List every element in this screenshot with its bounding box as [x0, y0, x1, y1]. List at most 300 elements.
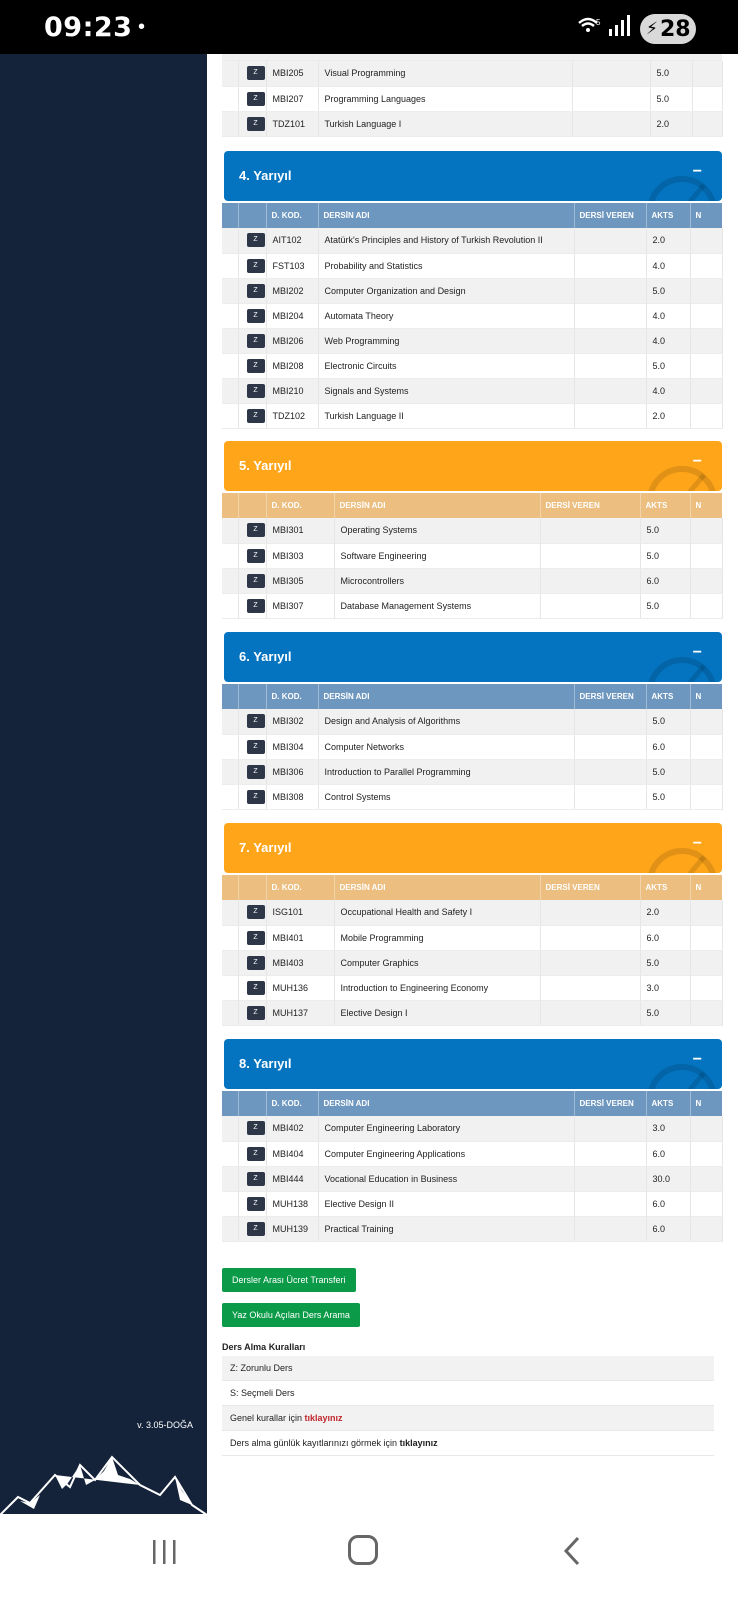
course-akts: 5.0 [640, 1000, 690, 1025]
course-akts: 6.0 [646, 1216, 690, 1241]
course-name: Introduction to Parallel Programming [318, 759, 574, 784]
course-n [690, 759, 722, 784]
course-type-badge: Z [247, 599, 265, 613]
course-akts: 5.0 [640, 543, 690, 568]
header-akts: AKTS [640, 493, 690, 518]
notification-dot: • [138, 16, 146, 38]
course-teacher [572, 111, 650, 136]
course-teacher [574, 1191, 646, 1216]
course-type-cell [238, 543, 266, 568]
course-teacher [540, 925, 640, 950]
course-name: Atatürk's Principles and History of Turkish Revolution II [318, 228, 574, 253]
course-type-cell [238, 1191, 266, 1216]
rule-daily-text: Ders alma günlük kayıtlarınızı görmek için [230, 1438, 400, 1448]
course-n [690, 1116, 722, 1141]
course-row [222, 111, 722, 136]
course-code: MUH139 [266, 1216, 318, 1241]
semester-section [222, 823, 722, 1026]
course-n [690, 228, 722, 253]
course-n [692, 111, 722, 136]
course-type-cell [238, 593, 266, 618]
course-akts: 6.0 [646, 1141, 690, 1166]
header-name: DERSİN ADI [334, 493, 540, 518]
rules-title: Ders Alma Kuralları [222, 1342, 306, 1352]
course-row [222, 1191, 722, 1216]
course-n [690, 353, 722, 378]
course-n [692, 86, 722, 111]
course-n [690, 784, 722, 809]
semester-header[interactable] [224, 151, 722, 201]
course-type-cell [238, 303, 266, 328]
course-type-badge: Z [247, 931, 265, 945]
row-spacer [222, 593, 238, 618]
course-code: TDZ102 [266, 403, 318, 428]
course-akts: 5.0 [640, 593, 690, 618]
course-row [222, 709, 722, 734]
status-time: 09:23 [44, 12, 133, 43]
course-type-cell [238, 1216, 266, 1241]
course-type-cell [238, 61, 266, 86]
row-spacer [222, 1166, 238, 1191]
course-akts: 2.0 [640, 900, 690, 925]
row-spacer [222, 353, 238, 378]
summer-school-search-button[interactable]: Yaz Okulu Açılan Ders Arama [222, 1303, 360, 1327]
rule-general-text: Genel kurallar için [230, 1413, 305, 1423]
wifi-icon [577, 16, 603, 41]
course-teacher [574, 1216, 646, 1241]
fee-transfer-button[interactable]: Dersler Arası Ücret Transferi [222, 1268, 356, 1292]
row-spacer [222, 228, 238, 253]
course-teacher [540, 900, 640, 925]
charging-icon: ⚡ [646, 19, 658, 39]
course-type-badge: Z [247, 284, 265, 298]
sidebar [0, 54, 207, 1515]
course-name: Programming Languages [318, 86, 572, 111]
course-name: Computer Graphics [334, 950, 540, 975]
row-spacer [222, 278, 238, 303]
course-code: MBI403 [266, 950, 334, 975]
course-name: Computer Networks [318, 734, 574, 759]
header-teacher: DERSİ VEREN [574, 1091, 646, 1116]
course-row [222, 353, 722, 378]
row-spacer [222, 303, 238, 328]
course-row [222, 303, 722, 328]
header-n: N [690, 493, 722, 518]
course-code: MBI401 [266, 925, 334, 950]
header-n: N [690, 684, 722, 709]
course-type-cell [238, 278, 266, 303]
course-code: MBI404 [266, 1141, 318, 1166]
header-n: N [690, 1091, 722, 1116]
course-teacher [540, 975, 640, 1000]
course-teacher [540, 950, 640, 975]
daily-log-link[interactable]: tıklayınız [399, 1438, 438, 1448]
row-spacer [222, 1000, 238, 1025]
header-akts: AKTS [646, 203, 690, 228]
course-table [222, 203, 723, 429]
row-spacer [222, 543, 238, 568]
semester-section [222, 441, 722, 619]
course-name: Elective Design I [334, 1000, 540, 1025]
semester-title: 7. Yarıyıl [239, 840, 292, 855]
course-n [690, 1191, 722, 1216]
course-type-badge: Z [247, 384, 265, 398]
row-spacer [222, 253, 238, 278]
header-code: D. KOD. [266, 875, 334, 900]
course-type-badge: Z [247, 1147, 265, 1161]
header-spacer [222, 203, 238, 228]
collapse-toggle-icon[interactable]: − [692, 1051, 702, 1068]
course-code: MUH138 [266, 1191, 318, 1216]
course-type-badge: Z [247, 334, 265, 348]
course-row [222, 925, 722, 950]
course-teacher [574, 759, 646, 784]
course-akts: 2.0 [646, 403, 690, 428]
course-type-cell [238, 378, 266, 403]
course-teacher [572, 61, 650, 86]
home-icon[interactable] [348, 1535, 378, 1565]
course-teacher [574, 1166, 646, 1191]
row-spacer [222, 784, 238, 809]
course-n [690, 543, 722, 568]
rule-mandatory: Z: Zorunlu Ders [222, 1356, 714, 1381]
semester-header[interactable] [224, 441, 722, 491]
course-teacher [574, 328, 646, 353]
course-akts: 5.0 [650, 61, 692, 86]
semester-header[interactable] [224, 823, 722, 873]
course-row [222, 1216, 722, 1241]
row-spacer [222, 1141, 238, 1166]
course-code: MBI303 [266, 543, 334, 568]
header-name: DERSİN ADI [318, 203, 574, 228]
course-teacher [574, 784, 646, 809]
course-code: MBI305 [266, 568, 334, 593]
course-name: Visual Programming [318, 61, 572, 86]
course-teacher [574, 278, 646, 303]
course-table [222, 61, 723, 137]
header-code: D. KOD. [266, 684, 318, 709]
course-row [222, 784, 722, 809]
course-type-badge: Z [247, 1172, 265, 1186]
course-n [690, 328, 722, 353]
course-n [690, 975, 722, 1000]
course-teacher [574, 403, 646, 428]
course-type-cell [238, 734, 266, 759]
course-row [222, 61, 722, 86]
row-spacer [222, 950, 238, 975]
course-akts: 2.0 [650, 111, 692, 136]
course-akts: 6.0 [646, 1191, 690, 1216]
wifi-label: 5 [596, 18, 601, 27]
header-type [238, 203, 266, 228]
course-code: MBI207 [266, 86, 318, 111]
course-table [222, 493, 723, 619]
course-n [690, 568, 722, 593]
course-teacher [574, 1116, 646, 1141]
battery-level: 28 [659, 16, 691, 42]
course-type-badge: Z [247, 66, 265, 80]
recent-apps-icon[interactable] [150, 1537, 180, 1572]
course-akts: 5.0 [646, 784, 690, 809]
row-spacer [222, 709, 238, 734]
course-name: Computer Organization and Design [318, 278, 574, 303]
course-akts: 5.0 [640, 518, 690, 543]
course-akts: 6.0 [640, 568, 690, 593]
course-name: Operating Systems [334, 518, 540, 543]
course-teacher [574, 378, 646, 403]
course-name: Software Engineering [334, 543, 540, 568]
course-code: MBI402 [266, 1116, 318, 1141]
course-type-cell [238, 1141, 266, 1166]
course-type-badge: Z [247, 574, 265, 588]
app-version: v. 3.05-DOĞA [137, 1420, 193, 1430]
course-type-cell [238, 518, 266, 543]
course-type-cell [238, 1166, 266, 1191]
course-n [690, 303, 722, 328]
course-code: MBI206 [266, 328, 318, 353]
course-row [222, 900, 722, 925]
course-type-cell [238, 759, 266, 784]
course-type-cell [238, 975, 266, 1000]
battery-indicator [640, 14, 696, 44]
course-type-badge: Z [247, 117, 265, 131]
status-bar [0, 0, 738, 54]
course-name: Microcontrollers [334, 568, 540, 593]
course-row [222, 568, 722, 593]
course-name: Control Systems [318, 784, 574, 809]
course-name: Automata Theory [318, 303, 574, 328]
table-header-row [222, 875, 722, 900]
course-teacher [572, 86, 650, 111]
course-n [690, 734, 722, 759]
table-header-row [222, 493, 722, 518]
course-n [690, 1141, 722, 1166]
course-n [690, 593, 722, 618]
semester-section [222, 151, 722, 429]
row-spacer [222, 568, 238, 593]
course-akts: 4.0 [646, 253, 690, 278]
course-akts: 6.0 [646, 734, 690, 759]
header-code: D. KOD. [266, 493, 334, 518]
row-spacer [222, 403, 238, 428]
course-code: MBI202 [266, 278, 318, 303]
course-teacher [540, 543, 640, 568]
course-n [690, 403, 722, 428]
back-icon[interactable] [562, 1535, 582, 1572]
header-spacer [222, 875, 238, 900]
row-spacer [222, 734, 238, 759]
course-name: Signals and Systems [318, 378, 574, 403]
course-code: MBI210 [266, 378, 318, 403]
header-spacer [222, 684, 238, 709]
table-header-row [222, 203, 722, 228]
header-name: DERSİN ADI [318, 1091, 574, 1116]
course-type-badge: Z [247, 981, 265, 995]
course-code: FST103 [266, 253, 318, 278]
course-teacher [574, 228, 646, 253]
course-name: Turkish Language I [318, 111, 572, 136]
course-code: AIT102 [266, 228, 318, 253]
course-teacher [574, 709, 646, 734]
course-code: MBI205 [266, 61, 318, 86]
course-name: Turkish Language II [318, 403, 574, 428]
course-code: MBI306 [266, 759, 318, 784]
course-name: Vocational Education in Business [318, 1166, 574, 1191]
header-type [238, 493, 266, 518]
course-teacher [574, 253, 646, 278]
course-code: MUH137 [266, 1000, 334, 1025]
course-name: Web Programming [318, 328, 574, 353]
row-spacer [222, 518, 238, 543]
header-teacher: DERSİ VEREN [574, 203, 646, 228]
header-teacher: DERSİ VEREN [574, 684, 646, 709]
course-name: Practical Training [318, 1216, 574, 1241]
course-akts: 5.0 [646, 278, 690, 303]
course-teacher [540, 593, 640, 618]
course-row [222, 1166, 722, 1191]
course-code: MBI208 [266, 353, 318, 378]
course-code: MUH136 [266, 975, 334, 1000]
course-akts: 5.0 [646, 353, 690, 378]
course-n [690, 378, 722, 403]
course-teacher [540, 518, 640, 543]
semester-section [222, 1039, 722, 1242]
header-name: DERSİN ADI [318, 684, 574, 709]
course-row [222, 403, 722, 428]
table-header-row [222, 1091, 722, 1116]
course-row [222, 228, 722, 253]
course-type-badge: Z [247, 1121, 265, 1135]
course-n [690, 1166, 722, 1191]
course-akts: 2.0 [646, 228, 690, 253]
course-n [690, 950, 722, 975]
signal-icon [608, 14, 630, 43]
course-n [690, 278, 722, 303]
row-spacer [222, 1116, 238, 1141]
course-type-badge: Z [247, 549, 265, 563]
course-akts: 4.0 [646, 378, 690, 403]
course-type-cell [238, 353, 266, 378]
course-n [690, 925, 722, 950]
row-spacer [222, 86, 238, 111]
general-rules-link[interactable]: tıklayınız [304, 1413, 343, 1423]
semester-header[interactable] [224, 632, 722, 682]
course-n [690, 253, 722, 278]
course-type-badge: Z [247, 309, 265, 323]
gauge-deco-icon [642, 652, 722, 682]
header-n: N [690, 875, 722, 900]
row-spacer [222, 1216, 238, 1241]
header-type [238, 1091, 266, 1116]
header-spacer [222, 493, 238, 518]
course-type-badge: Z [247, 92, 265, 106]
course-type-cell [238, 1000, 266, 1025]
course-row [222, 253, 722, 278]
course-code: MBI204 [266, 303, 318, 328]
course-row [222, 518, 722, 543]
course-type-badge: Z [247, 523, 265, 537]
course-row [222, 378, 722, 403]
course-akts: 3.0 [646, 1116, 690, 1141]
course-teacher [574, 303, 646, 328]
row-spacer [222, 925, 238, 950]
rule-general [222, 1406, 714, 1431]
course-name: Introduction to Engineering Economy [334, 975, 540, 1000]
row-spacer [222, 61, 238, 86]
course-row [222, 1141, 722, 1166]
collapse-toggle-icon[interactable]: − [692, 644, 702, 661]
course-code: MBI301 [266, 518, 334, 543]
course-type-cell [238, 784, 266, 809]
course-akts: 5.0 [650, 86, 692, 111]
course-row [222, 950, 722, 975]
course-row [222, 328, 722, 353]
course-type-badge: Z [247, 233, 265, 247]
header-teacher: DERSİ VEREN [540, 875, 640, 900]
course-type-badge: Z [247, 1197, 265, 1211]
course-teacher [574, 734, 646, 759]
course-table [222, 1091, 723, 1242]
rules-list [222, 1356, 714, 1456]
semester-header[interactable] [224, 1039, 722, 1089]
course-code: MBI302 [266, 709, 318, 734]
row-spacer [222, 900, 238, 925]
semester-3-tail [222, 54, 722, 137]
gauge-deco-icon [642, 461, 722, 491]
course-name: Probability and Statistics [318, 253, 574, 278]
header-name: DERSİN ADI [334, 875, 540, 900]
course-type-badge: Z [247, 1222, 265, 1236]
course-type-badge: Z [247, 359, 265, 373]
row-spacer [222, 759, 238, 784]
course-teacher [574, 1141, 646, 1166]
course-teacher [574, 353, 646, 378]
course-code: TDZ101 [266, 111, 318, 136]
header-code: D. KOD. [266, 1091, 318, 1116]
course-akts: 5.0 [640, 950, 690, 975]
rule-elective: S: Seçmeli Ders [222, 1381, 714, 1406]
course-name: Occupational Health and Safety I [334, 900, 540, 925]
course-name: Mobile Programming [334, 925, 540, 950]
course-name: Electronic Circuits [318, 353, 574, 378]
collapse-toggle-icon[interactable]: − [692, 453, 702, 470]
collapse-toggle-icon[interactable]: − [692, 835, 702, 852]
course-type-badge: Z [247, 1006, 265, 1020]
course-akts: 4.0 [646, 303, 690, 328]
course-type-cell [238, 568, 266, 593]
collapse-toggle-icon[interactable]: − [692, 163, 702, 180]
semester-title: 4. Yarıyıl [239, 168, 292, 183]
course-name: Elective Design II [318, 1191, 574, 1216]
system-nav-bar [0, 1515, 738, 1600]
course-akts: 3.0 [640, 975, 690, 1000]
row-spacer [222, 378, 238, 403]
course-type-cell [238, 900, 266, 925]
course-akts: 6.0 [640, 925, 690, 950]
course-type-badge: Z [247, 956, 265, 970]
course-type-cell [238, 950, 266, 975]
course-code: MBI444 [266, 1166, 318, 1191]
course-n [692, 61, 722, 86]
header-code: D. KOD. [266, 203, 318, 228]
course-type-badge: Z [247, 790, 265, 804]
table-header-row [222, 684, 722, 709]
course-name: Computer Engineering Applications [318, 1141, 574, 1166]
header-type [238, 875, 266, 900]
course-n [690, 1000, 722, 1025]
course-table [222, 875, 723, 1026]
row-spacer [222, 975, 238, 1000]
